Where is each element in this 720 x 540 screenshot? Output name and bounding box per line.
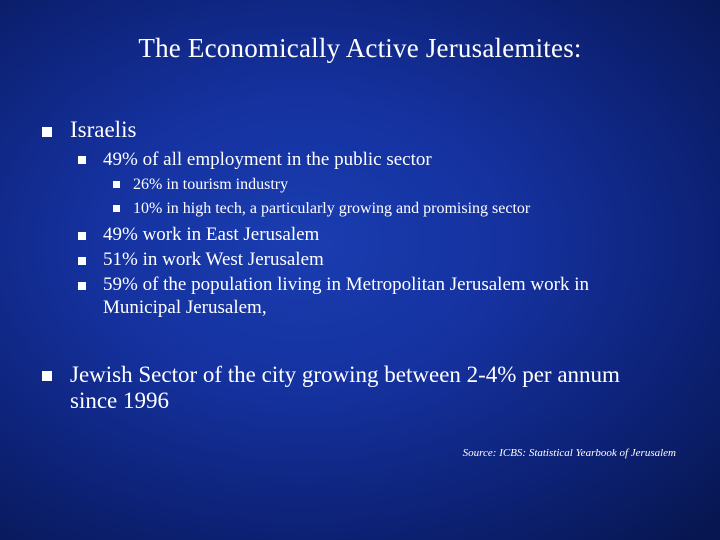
bullet-item-tourism: 26% in tourism industry [133,176,289,193]
square-bullet-icon [113,205,120,212]
slide-title: The Economically Active Jerusalemites: [138,33,582,63]
bullet-item-west-jerusalem: 51% in work West Jerusalem [103,249,324,270]
bullet-item-east-jerusalem: 49% work in East Jerusalem [103,224,320,245]
square-bullet-icon [42,371,52,381]
bullet-item-metropolitan: 59% of the population living in Metropolitan Jerusalem work in Municipal Jerusalem, [103,274,590,318]
square-bullet-icon [42,127,52,137]
source-note: Source: ICBS: Statistical Yearbook of Jerusalem [462,447,676,459]
square-bullet-icon [78,257,86,265]
square-bullet-icon [78,282,86,290]
square-bullet-icon [78,156,86,164]
square-bullet-icon [78,232,86,240]
bullet-item-public-sector: 49% of all employment in the public sector [103,149,432,170]
bullet-item-high-tech: 10% in high tech, a particularly growing and promising sector [133,200,531,217]
bullet-item-israelis: Israelis [70,117,137,142]
bullet-item-jewish-sector: Jewish Sector of the city growing between 2-4% per annum since 1996 [70,362,620,413]
square-bullet-icon [113,181,120,188]
